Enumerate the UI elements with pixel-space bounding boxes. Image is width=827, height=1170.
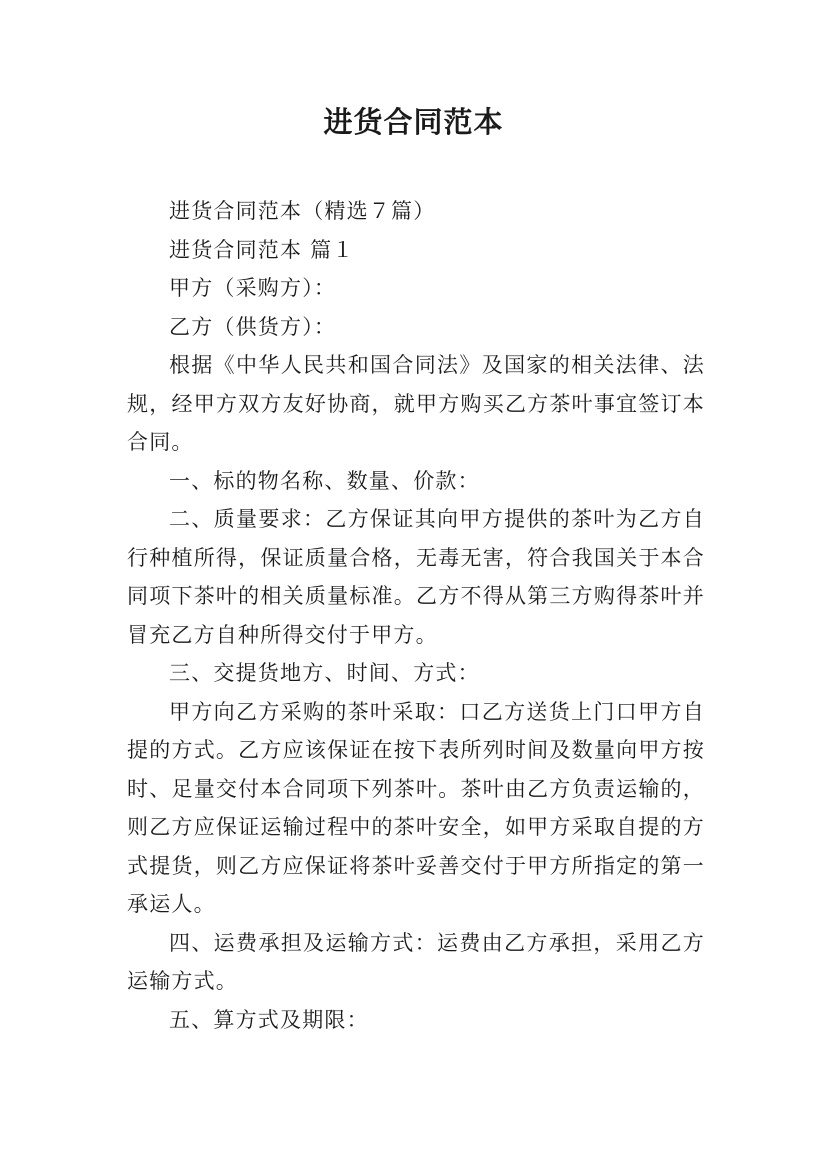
paragraph-party-a: 甲方（采购方）：: [169, 276, 337, 300]
document-body: [127, 192, 705, 1039]
paragraph-clause-3: 三、交提货地方、时间、方式：: [169, 661, 480, 685]
paragraph-clause-3-detail: 甲方向乙方采购的茶叶采取：口乙方送货上门口甲方自提的方式。乙方应该保证在按下表所列时间及数量向甲方按时、足量交付本合同项下列茶叶。茶叶由乙方负责运输的，则乙方应保证运输过程中的茶叶安全，如甲方采取自提的方式提货，则乙方应保证将茶叶妥善交付于甲方所指定的第一承运人。: [127, 699, 705, 916]
paragraph-party-b: 乙方（供货方）：: [169, 314, 337, 339]
document-title: 进货合同范本: [323, 105, 504, 139]
paragraph-clause-4: 四、运费承担及运输方式：运费由乙方承担，采用乙方运输方式。: [127, 930, 705, 993]
paragraph-clause-1: 一、标的物名称、数量、价款：: [169, 468, 480, 493]
paragraph-clause-2: 二、质量要求：乙方保证其向甲方提供的茶叶为乙方自行种植所得，保证质量合格，无毒无害，符合我国关于本合同项下茶叶的相关质量标准。乙方不得从第三方购得茶叶并冒充乙方自种所得交付于甲方。: [127, 507, 705, 647]
paragraph-clause-5: 五、算方式及期限：: [169, 1007, 369, 1032]
paragraph-section-heading: 进货合同范本 篇１: [169, 237, 355, 262]
paragraph-subtitle: 进货合同范本（精选７篇）: [169, 199, 436, 223]
paragraph-preamble: 根据《中华人民共和国合同法》及国家的相关法律、法规，经甲方双方友好协商，就甲方购买乙方茶叶事宜签订本合同。: [127, 353, 705, 454]
